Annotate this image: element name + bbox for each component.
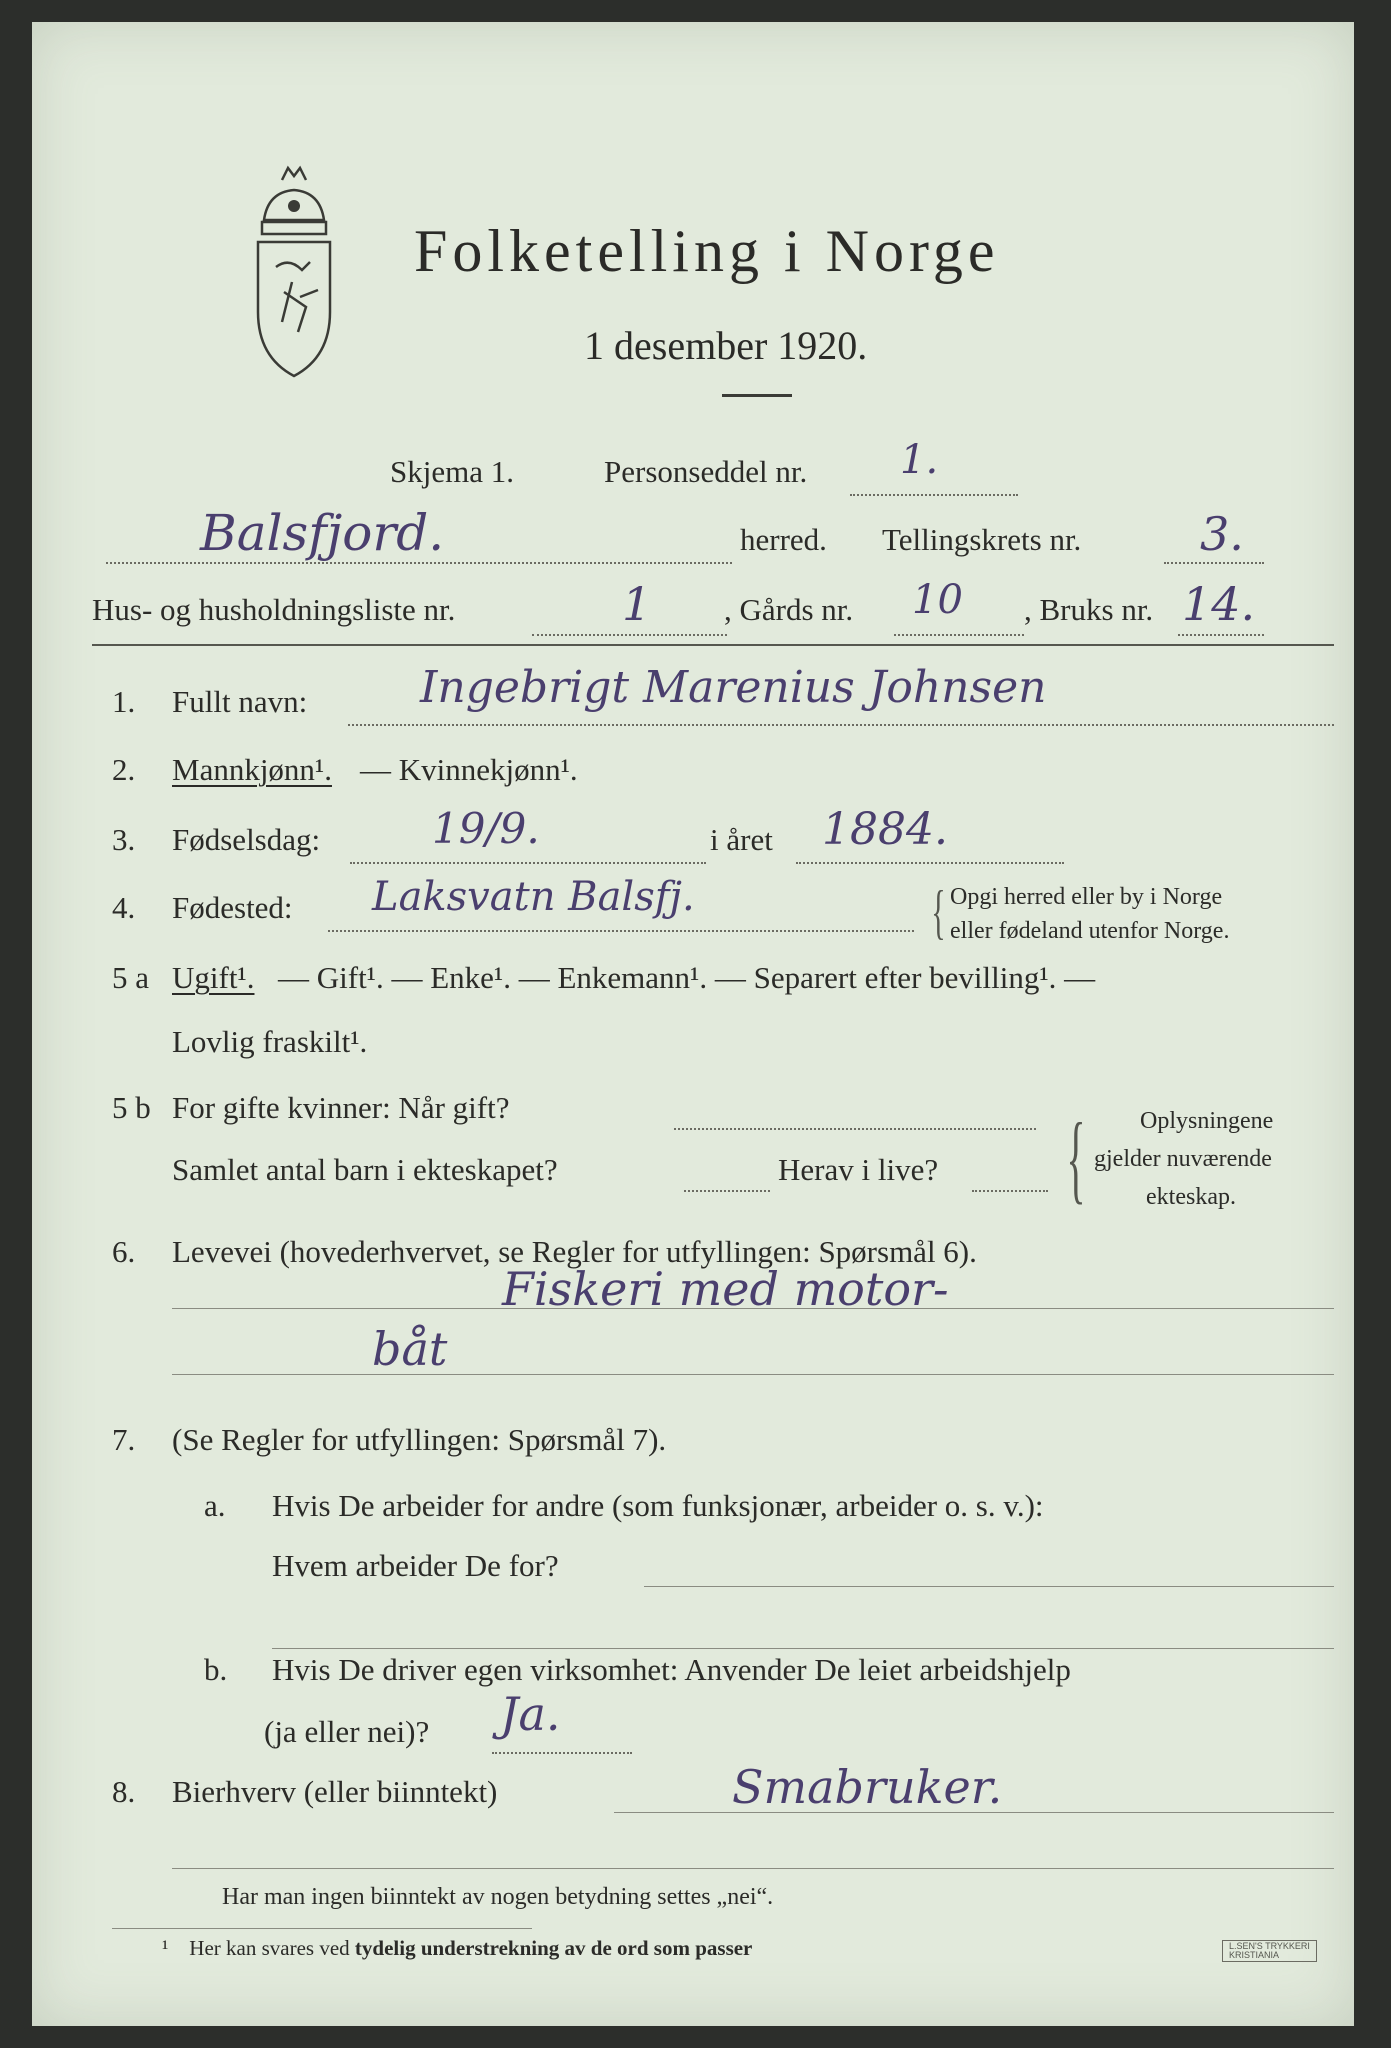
census-date: 1 desember 1920. xyxy=(584,323,868,368)
q3-year-value[interactable]: 1884. xyxy=(822,804,948,855)
tellingskrets-line xyxy=(1164,562,1264,564)
q6-label: Levevei (hovederhvervet, se Regler for utfyllingen: Spørsmål 6). xyxy=(172,1234,977,1269)
census-form-sheet xyxy=(32,22,1354,2026)
gaards-line xyxy=(894,634,1024,636)
hus-label: Hus- og husholdningsliste nr. xyxy=(92,592,456,627)
footnote-bold-text: tydelig understrekning av de ord som passer xyxy=(354,1936,753,1960)
hus-line xyxy=(532,634,727,636)
personseddel-value[interactable]: 1. xyxy=(900,437,939,483)
q4-note-1: Opgi herred eller by i Norge xyxy=(950,884,1223,910)
q5a-number: 5 a xyxy=(112,960,150,995)
q8-label: Bierhverv (eller biinntekt) xyxy=(172,1774,498,1809)
printer-stamp xyxy=(1222,1940,1317,1962)
q1-line xyxy=(348,724,1334,726)
q1-label: Fullt navn: xyxy=(172,684,308,719)
q4-value[interactable]: Laksvatn Balsfj. xyxy=(372,874,695,920)
gaards-value[interactable]: 10 xyxy=(912,577,963,623)
bruks-label: , Bruks nr. xyxy=(1024,592,1154,627)
q5a-ugift[interactable]: Ugift¹. xyxy=(172,960,255,995)
q1-value[interactable]: Ingebrigt Marenius Johnsen xyxy=(420,662,1047,713)
q5b-alive-line xyxy=(972,1190,1048,1192)
coat-of-arms-icon xyxy=(244,162,344,382)
q5b-children-line xyxy=(684,1190,770,1192)
q5b-note-1: Oplysningene xyxy=(1140,1108,1274,1134)
personseddel-label: Personseddel nr. xyxy=(604,454,808,489)
title-divider xyxy=(722,394,792,397)
q7b-line xyxy=(492,1752,632,1754)
q3-value[interactable]: 19/9. xyxy=(432,804,540,853)
q5b-note-3: ekteskap. xyxy=(1146,1184,1236,1210)
q5a-line2[interactable]: Lovlig fraskilt¹. xyxy=(172,1024,368,1059)
q2-number: 2. xyxy=(112,752,136,787)
q7a-label: Hvis De arbeider for andre (som funksjonær, arbeider o. s. v.): xyxy=(272,1488,1044,1523)
q7-label: (Se Regler for utfyllingen: Spørsmål 7). xyxy=(172,1422,667,1457)
q4-brace: { xyxy=(931,879,946,945)
q6-line-2 xyxy=(172,1374,1334,1375)
q6-value-2[interactable]: båt xyxy=(372,1322,448,1376)
skjema-label: Skjema 1. xyxy=(390,454,514,489)
footnote-number: ¹ xyxy=(162,1936,169,1960)
q4-label: Fødested: xyxy=(172,890,293,925)
q2-male[interactable]: Mannkjønn¹. xyxy=(172,752,332,787)
q7a-line-2 xyxy=(272,1648,1334,1649)
q6-value-1[interactable]: Fiskeri med motor- xyxy=(502,1262,949,1316)
q4-line xyxy=(328,930,914,932)
q3-year-label: i året xyxy=(710,822,773,857)
gaards-label: , Gårds nr. xyxy=(724,592,854,627)
q7a-employer-label: Hvem arbeider De for? xyxy=(272,1548,559,1583)
q3-line xyxy=(350,862,706,864)
q7b-label: Hvis De driver egen virksomhet: Anvender De leiet arbeidshjelp xyxy=(272,1652,1071,1687)
q5b-label: For gifte kvinner: Når gift? xyxy=(172,1090,510,1125)
footnote xyxy=(162,1936,752,1961)
q8-value[interactable]: Smabruker. xyxy=(732,1760,1003,1814)
q4-note-2: eller fødeland utenfor Norge. xyxy=(950,918,1230,944)
printer-stamp-line-1: L.SEN'S TRYKKERI xyxy=(1229,1941,1310,1951)
q7-number: 7. xyxy=(112,1422,136,1457)
q5b-brace: { xyxy=(1066,1102,1086,1213)
q1-number: 1. xyxy=(112,684,136,719)
q5b-note-2: gjelder nuværende xyxy=(1094,1146,1272,1172)
q7a-letter: a. xyxy=(204,1488,226,1523)
tellingskrets-label: Tellingskrets nr. xyxy=(882,522,1082,557)
q5b-alive-label: Herav i live? xyxy=(778,1152,939,1187)
q3-number: 3. xyxy=(112,822,136,857)
herred-value[interactable]: Balsfjord. xyxy=(200,504,445,562)
q7a-line-1 xyxy=(644,1586,1334,1587)
nei-note: Har man ingen biinntekt av nogen betydning settes „nei“. xyxy=(222,1884,774,1910)
personseddel-line xyxy=(850,494,1018,496)
q8-number: 8. xyxy=(112,1774,136,1809)
page-title: Folketelling i Norge xyxy=(414,218,1000,284)
q7b-question: (ja eller nei)? xyxy=(264,1714,430,1749)
q5b-children-label: Samlet antal barn i ekteskapet? xyxy=(172,1152,558,1187)
herred-label: herred. xyxy=(740,522,827,557)
footnote-text: Her kan svares ved xyxy=(189,1936,350,1960)
footnote-divider xyxy=(112,1928,532,1929)
q4-number: 4. xyxy=(112,890,136,925)
herred-line xyxy=(106,562,732,564)
q2-female[interactable]: — Kvinnekjønn¹. xyxy=(360,752,578,787)
hus-value[interactable]: 1 xyxy=(622,577,652,631)
bruks-value[interactable]: 14. xyxy=(1182,577,1256,631)
q7b-value[interactable]: Ja. xyxy=(500,1687,561,1741)
q3-year-line xyxy=(796,862,1064,864)
q6-number: 6. xyxy=(112,1234,136,1269)
q7b-letter: b. xyxy=(204,1652,228,1687)
bruks-line xyxy=(1178,634,1264,636)
q5a-options[interactable]: — Gift¹. — Enke¹. — Enkemann¹. — Separert efter bevilling¹. — xyxy=(278,960,1096,995)
q5b-number: 5 b xyxy=(112,1090,151,1125)
q3-label: Fødselsdag: xyxy=(172,822,321,857)
q8-line-2 xyxy=(172,1868,1334,1869)
header-divider xyxy=(92,644,1334,646)
printer-stamp-line-2: KRISTIANIA xyxy=(1229,1950,1280,1960)
q5b-married-line xyxy=(674,1128,1036,1130)
tellingskrets-value[interactable]: 3. xyxy=(1200,507,1244,561)
